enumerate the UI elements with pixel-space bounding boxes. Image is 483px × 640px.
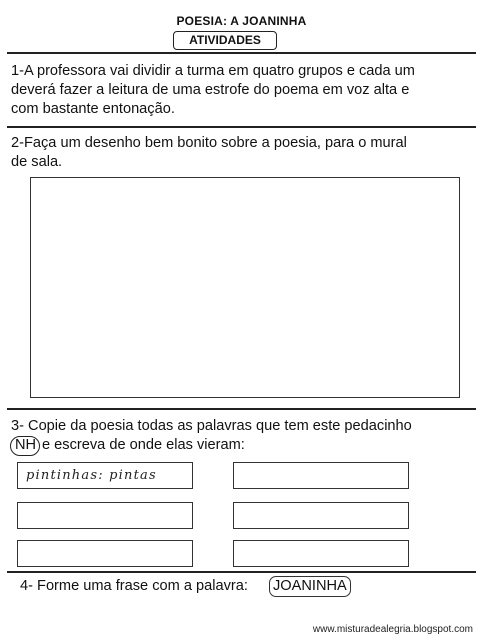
answer-box-2[interactable] bbox=[233, 462, 409, 489]
question-1-line-3: com bastante entonação. bbox=[11, 101, 175, 117]
activities-label: ATIVIDADES bbox=[173, 31, 277, 50]
divider bbox=[7, 408, 476, 410]
nh-highlight-text: NH bbox=[15, 437, 37, 453]
divider bbox=[7, 52, 476, 54]
answer-box-4[interactable] bbox=[233, 502, 409, 529]
answer-box-1[interactable] bbox=[17, 462, 193, 489]
question-1 bbox=[11, 62, 415, 119]
answer-box-3[interactable] bbox=[17, 502, 193, 529]
divider bbox=[7, 571, 476, 573]
worksheet-title: POESIA: A JOANINHA bbox=[176, 14, 307, 28]
answer-box-6[interactable] bbox=[233, 540, 409, 567]
question-3-line-1: 3- Copie da poesia todas as palavras que tem este pedacinho bbox=[11, 418, 412, 434]
answer-box-5[interactable] bbox=[17, 540, 193, 567]
question-1-line-2: deverá fazer a leitura de uma estrofe do poema em voz alta e bbox=[11, 82, 410, 98]
question-2 bbox=[11, 134, 407, 172]
question-1-line-1: 1-A professora vai dividir a turma em quatro grupos e cada um bbox=[11, 63, 415, 79]
question-4-text: 4- Forme uma frase com a palavra: bbox=[20, 578, 248, 594]
question-2-line-1: 2-Faça um desenho bem bonito sobre a poesia, para o mural bbox=[11, 135, 407, 151]
drawing-area[interactable] bbox=[30, 177, 460, 398]
footer-website: www.misturadealegria.blogspot.com bbox=[312, 624, 473, 635]
joaninha-word-box: JOANINHA bbox=[269, 576, 351, 597]
question-2-line-2: de sala. bbox=[11, 154, 63, 170]
divider bbox=[7, 126, 476, 128]
question-3-line-2: e escreva de onde elas vieram: bbox=[42, 437, 245, 453]
example-answer: pintinhas: pintas bbox=[26, 468, 157, 483]
